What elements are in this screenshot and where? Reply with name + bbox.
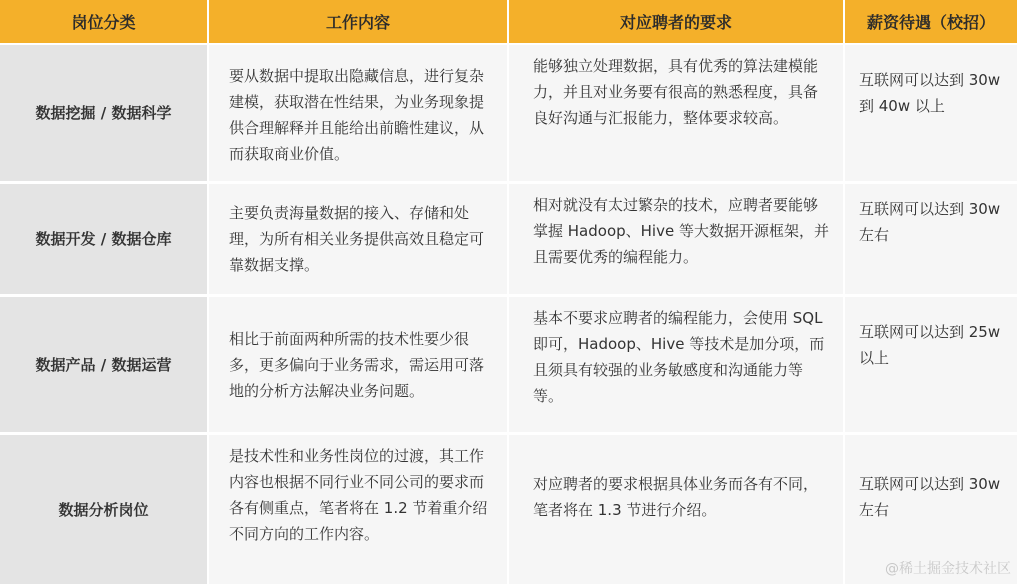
watermark: @稀土掘金技术社区 bbox=[885, 561, 1011, 577]
row-requirements: 相对就没有太过繁杂的技术，应聘者要能够掌握 Hadoop、Hive 等大数据开源框架，并且需要优秀的编程能力。 bbox=[533, 196, 829, 266]
row-salary: 互联网可以达到 30w 左右 bbox=[859, 200, 1001, 244]
row-salary: 互联网可以达到 30w 到 40w 以上 bbox=[859, 71, 1001, 115]
row-category: 数据挖掘 / 数据科学 bbox=[0, 44, 208, 183]
header-salary: 薪资待遇（校招） bbox=[844, 0, 1017, 44]
row-work: 相比于前面两种所需的技术性要少很多，更多偏向于业务需求，需运用可落地的分析方法解决业务问题。 bbox=[229, 329, 485, 400]
row-requirements: 基本不要求应聘者的编程能力，会使用 SQL 即可，Hadoop、Hive 等技术是加分项，而且须具有较强的业务敏感度和沟通能力等等。 bbox=[533, 309, 825, 405]
row-salary: 互联网可以达到 25w 以上 bbox=[859, 323, 1001, 367]
header-work: 工作内容 bbox=[208, 0, 508, 44]
row-requirements: 对应聘者的要求根据具体业务而各有不同，笔者将在 1.3 节进行介绍。 bbox=[533, 475, 819, 519]
row-category: 数据分析岗位 bbox=[0, 434, 208, 584]
row-work: 要从数据中提取出隐藏信息，进行复杂建模，获取潜在性结果，为业务现象提供合理解释并且能给出前瞻性建议，从而获取商业价值。 bbox=[229, 67, 485, 163]
row-work: 主要负责海量数据的接入、存储和处理，为所有相关业务提供高效且稳定可靠数据支撑。 bbox=[229, 204, 485, 274]
row-work: 是技术性和业务性岗位的过渡，其工作内容也根据不同行业不同公司的要求而各有侧重点，笔者将在 1.2 节着重介绍不同方向的工作内容。 bbox=[229, 447, 488, 543]
table-row bbox=[0, 434, 1017, 584]
table-row bbox=[0, 44, 1017, 183]
table-row bbox=[0, 296, 1017, 434]
table-header-row bbox=[0, 0, 1017, 44]
row-category: 数据开发 / 数据仓库 bbox=[0, 183, 208, 296]
header-category: 岗位分类 bbox=[0, 0, 208, 44]
table-row bbox=[0, 183, 1017, 296]
row-salary: 互联网可以达到 30w 左右 bbox=[859, 475, 1001, 519]
row-category: 数据产品 / 数据运营 bbox=[0, 296, 208, 434]
header-requirements: 对应聘者的要求 bbox=[508, 0, 844, 44]
row-requirements: 能够独立处理数据，具有优秀的算法建模能力，并且对业务要有很高的熟悉程度，具备良好沟通与汇报能力，整体要求较高。 bbox=[533, 57, 819, 127]
